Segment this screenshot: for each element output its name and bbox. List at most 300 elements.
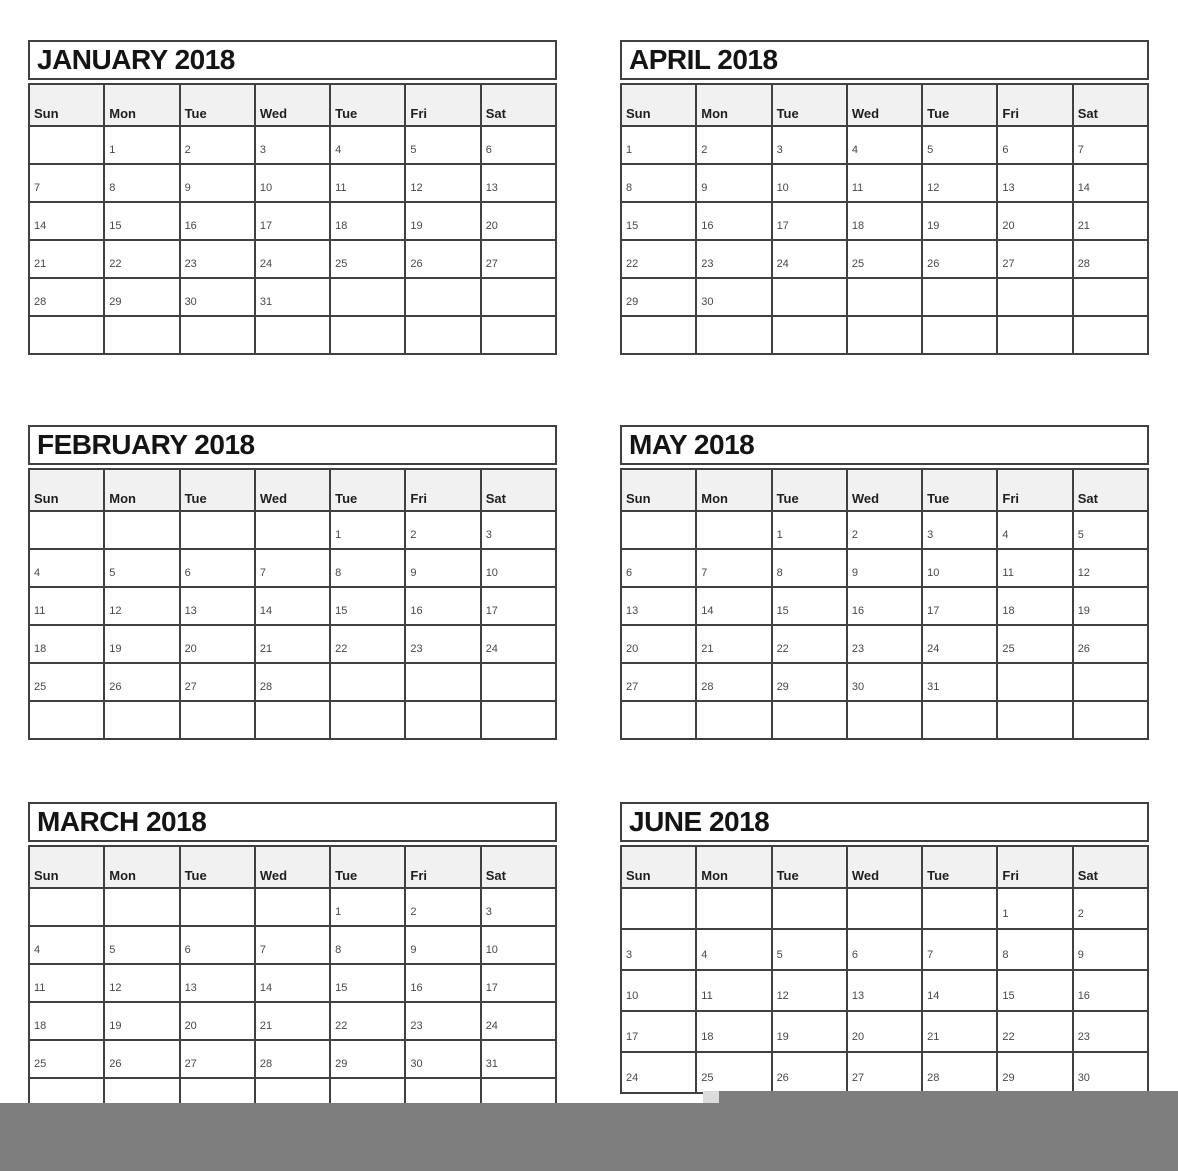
week-row — [621, 701, 1148, 739]
weekday-header: Fri — [405, 846, 480, 888]
date-cell: 18 — [330, 202, 405, 240]
empty-cell — [330, 663, 405, 701]
weekday-header: Wed — [847, 469, 922, 511]
date-cell: 5 — [104, 926, 179, 964]
date-cell: 27 — [180, 1040, 255, 1078]
month-title: APRIL 2018 — [620, 40, 1149, 80]
week-row — [29, 164, 556, 202]
date-cell: 9 — [1073, 929, 1148, 970]
date-cell: 27 — [847, 1052, 922, 1093]
empty-cell — [1073, 701, 1148, 739]
empty-cell — [330, 278, 405, 316]
week-row — [621, 240, 1148, 278]
date-cell: 6 — [847, 929, 922, 970]
date-cell: 26 — [405, 240, 480, 278]
date-cell: 15 — [330, 587, 405, 625]
month-title: JANUARY 2018 — [28, 40, 557, 80]
weekday-header: Mon — [104, 469, 179, 511]
empty-cell — [481, 663, 556, 701]
calendar-april — [620, 40, 1149, 355]
date-cell: 16 — [405, 964, 480, 1002]
date-cell: 10 — [481, 549, 556, 587]
month-grid — [620, 468, 1149, 740]
calendar-february — [28, 425, 557, 740]
empty-cell — [772, 701, 847, 739]
week-row — [29, 1002, 556, 1040]
date-cell: 18 — [997, 587, 1072, 625]
date-cell: 9 — [696, 164, 771, 202]
empty-cell — [481, 316, 556, 354]
weekday-header: Tue — [330, 84, 405, 126]
date-cell: 16 — [1073, 970, 1148, 1011]
date-cell: 24 — [621, 1052, 696, 1093]
week-row — [29, 964, 556, 1002]
week-row — [29, 126, 556, 164]
week-row — [29, 701, 556, 739]
date-cell: 16 — [405, 587, 480, 625]
empty-cell — [104, 316, 179, 354]
date-cell: 8 — [104, 164, 179, 202]
weekday-header: Tue — [330, 469, 405, 511]
empty-cell — [997, 663, 1072, 701]
date-cell: 16 — [696, 202, 771, 240]
empty-cell — [180, 511, 255, 549]
weekday-header: Mon — [696, 84, 771, 126]
month-title: MARCH 2018 — [28, 802, 557, 842]
date-cell: 26 — [104, 1040, 179, 1078]
date-cell: 4 — [29, 926, 104, 964]
weekday-header: Wed — [255, 469, 330, 511]
date-cell: 3 — [922, 511, 997, 549]
date-cell: 14 — [255, 587, 330, 625]
date-cell: 8 — [997, 929, 1072, 970]
date-cell: 2 — [696, 126, 771, 164]
weekday-header: Tue — [772, 469, 847, 511]
empty-cell — [997, 278, 1072, 316]
date-cell: 11 — [29, 587, 104, 625]
empty-cell — [29, 701, 104, 739]
scrollbar-thumb[interactable] — [703, 1091, 719, 1103]
date-cell: 28 — [255, 663, 330, 701]
date-cell: 17 — [922, 587, 997, 625]
week-row — [621, 316, 1148, 354]
date-cell: 2 — [405, 888, 480, 926]
week-row — [621, 164, 1148, 202]
weekday-header: Wed — [255, 846, 330, 888]
empty-cell — [29, 316, 104, 354]
date-cell: 30 — [847, 663, 922, 701]
weekday-header: Fri — [997, 846, 1072, 888]
calendar-may — [620, 425, 1149, 740]
date-cell: 1 — [330, 511, 405, 549]
date-cell: 18 — [29, 625, 104, 663]
week-row — [29, 316, 556, 354]
date-cell: 30 — [696, 278, 771, 316]
empty-cell — [922, 888, 997, 929]
date-cell: 25 — [330, 240, 405, 278]
date-cell: 4 — [29, 549, 104, 587]
date-cell: 10 — [621, 970, 696, 1011]
weekday-header: Tue — [180, 846, 255, 888]
date-cell: 21 — [696, 625, 771, 663]
date-cell: 21 — [255, 625, 330, 663]
week-row — [29, 926, 556, 964]
date-cell: 20 — [180, 1002, 255, 1040]
weekday-header: Sun — [621, 84, 696, 126]
week-row — [29, 625, 556, 663]
date-cell: 31 — [922, 663, 997, 701]
weekday-header: Tue — [180, 84, 255, 126]
date-cell: 22 — [621, 240, 696, 278]
date-cell: 2 — [180, 126, 255, 164]
date-cell: 17 — [772, 202, 847, 240]
weekday-header: Fri — [997, 469, 1072, 511]
date-cell: 3 — [481, 888, 556, 926]
date-cell: 2 — [1073, 888, 1148, 929]
date-cell: 27 — [997, 240, 1072, 278]
empty-cell — [405, 701, 480, 739]
date-cell: 28 — [922, 1052, 997, 1093]
week-row — [29, 1040, 556, 1078]
empty-cell — [847, 278, 922, 316]
empty-cell — [621, 316, 696, 354]
week-row — [29, 888, 556, 926]
empty-cell — [330, 701, 405, 739]
date-cell: 14 — [696, 587, 771, 625]
date-cell: 19 — [104, 1002, 179, 1040]
date-cell: 15 — [104, 202, 179, 240]
date-cell: 13 — [621, 587, 696, 625]
empty-cell — [621, 511, 696, 549]
empty-cell — [922, 316, 997, 354]
date-cell: 25 — [29, 1040, 104, 1078]
empty-cell — [405, 663, 480, 701]
week-row — [621, 549, 1148, 587]
date-cell: 12 — [405, 164, 480, 202]
date-cell: 20 — [180, 625, 255, 663]
date-cell: 6 — [481, 126, 556, 164]
date-cell: 14 — [255, 964, 330, 1002]
date-cell: 16 — [847, 587, 922, 625]
empty-cell — [621, 701, 696, 739]
empty-cell — [104, 701, 179, 739]
week-row — [621, 929, 1148, 970]
date-cell: 9 — [180, 164, 255, 202]
date-cell: 1 — [997, 888, 1072, 929]
empty-cell — [255, 701, 330, 739]
weekday-header: Sun — [621, 469, 696, 511]
weekday-header: Tue — [180, 469, 255, 511]
weekday-header: Sun — [29, 84, 104, 126]
weekday-header: Sat — [481, 846, 556, 888]
date-cell: 23 — [405, 1002, 480, 1040]
date-cell: 23 — [847, 625, 922, 663]
date-cell: 19 — [922, 202, 997, 240]
empty-cell — [696, 511, 771, 549]
empty-cell — [772, 316, 847, 354]
date-cell: 5 — [922, 126, 997, 164]
date-cell: 11 — [696, 970, 771, 1011]
date-cell: 8 — [621, 164, 696, 202]
date-cell: 6 — [621, 549, 696, 587]
empty-cell — [104, 888, 179, 926]
date-cell: 15 — [330, 964, 405, 1002]
empty-cell — [255, 888, 330, 926]
empty-cell — [180, 888, 255, 926]
weekday-header-row — [621, 84, 1148, 126]
date-cell: 2 — [847, 511, 922, 549]
empty-cell — [481, 701, 556, 739]
date-cell: 24 — [922, 625, 997, 663]
date-cell: 23 — [1073, 1011, 1148, 1052]
date-cell: 13 — [847, 970, 922, 1011]
date-cell: 29 — [621, 278, 696, 316]
date-cell: 9 — [405, 926, 480, 964]
weekday-header: Fri — [997, 84, 1072, 126]
date-cell: 14 — [922, 970, 997, 1011]
date-cell: 20 — [997, 202, 1072, 240]
weekday-header: Wed — [847, 846, 922, 888]
weekday-header: Wed — [255, 84, 330, 126]
date-cell: 7 — [922, 929, 997, 970]
date-cell: 21 — [1073, 202, 1148, 240]
empty-cell — [1073, 663, 1148, 701]
date-cell: 12 — [104, 587, 179, 625]
empty-cell — [772, 888, 847, 929]
weekday-header-row — [621, 846, 1148, 888]
weekday-header: Tue — [772, 84, 847, 126]
week-row — [621, 970, 1148, 1011]
date-cell: 17 — [621, 1011, 696, 1052]
empty-cell — [330, 316, 405, 354]
date-cell: 7 — [1073, 126, 1148, 164]
weekday-header: Tue — [330, 846, 405, 888]
weekday-header: Sat — [1073, 846, 1148, 888]
week-row — [29, 278, 556, 316]
week-row — [29, 240, 556, 278]
gray-letterbox-right — [719, 1091, 1178, 1103]
date-cell: 9 — [405, 549, 480, 587]
weekday-header: Mon — [696, 846, 771, 888]
date-cell: 18 — [847, 202, 922, 240]
date-cell: 27 — [621, 663, 696, 701]
empty-cell — [29, 888, 104, 926]
week-row — [29, 202, 556, 240]
date-cell: 5 — [1073, 511, 1148, 549]
date-cell: 12 — [922, 164, 997, 202]
date-cell: 5 — [772, 929, 847, 970]
weekday-header-row — [621, 469, 1148, 511]
date-cell: 11 — [847, 164, 922, 202]
month-title: MAY 2018 — [620, 425, 1149, 465]
date-cell: 14 — [1073, 164, 1148, 202]
date-cell: 10 — [255, 164, 330, 202]
weekday-header: Fri — [405, 469, 480, 511]
empty-cell — [621, 888, 696, 929]
date-cell: 19 — [104, 625, 179, 663]
week-row — [621, 663, 1148, 701]
weekday-header: Sat — [1073, 469, 1148, 511]
date-cell: 21 — [29, 240, 104, 278]
date-cell: 12 — [1073, 549, 1148, 587]
empty-cell — [696, 316, 771, 354]
empty-cell — [997, 701, 1072, 739]
date-cell: 23 — [180, 240, 255, 278]
weekday-header: Sat — [481, 469, 556, 511]
date-cell: 28 — [255, 1040, 330, 1078]
date-cell: 23 — [405, 625, 480, 663]
date-cell: 19 — [405, 202, 480, 240]
weekday-header: Tue — [922, 469, 997, 511]
date-cell: 14 — [29, 202, 104, 240]
date-cell: 24 — [255, 240, 330, 278]
empty-cell — [1073, 316, 1148, 354]
date-cell: 4 — [696, 929, 771, 970]
week-row — [29, 587, 556, 625]
date-cell: 28 — [696, 663, 771, 701]
weekday-header: Mon — [696, 469, 771, 511]
empty-cell — [922, 701, 997, 739]
week-row — [621, 625, 1148, 663]
date-cell: 22 — [772, 625, 847, 663]
empty-cell — [180, 316, 255, 354]
date-cell: 20 — [481, 202, 556, 240]
date-cell: 29 — [772, 663, 847, 701]
date-cell: 20 — [847, 1011, 922, 1052]
week-row — [621, 1011, 1148, 1052]
date-cell: 27 — [481, 240, 556, 278]
date-cell: 25 — [29, 663, 104, 701]
date-cell: 30 — [180, 278, 255, 316]
date-cell: 29 — [997, 1052, 1072, 1093]
empty-cell — [255, 316, 330, 354]
date-cell: 3 — [772, 126, 847, 164]
date-cell: 31 — [481, 1040, 556, 1078]
date-cell: 2 — [405, 511, 480, 549]
date-cell: 25 — [847, 240, 922, 278]
month-title: JUNE 2018 — [620, 802, 1149, 842]
month-grid — [620, 845, 1149, 1094]
empty-cell — [847, 316, 922, 354]
date-cell: 25 — [696, 1052, 771, 1093]
date-cell: 1 — [104, 126, 179, 164]
date-cell: 4 — [847, 126, 922, 164]
week-row — [621, 511, 1148, 549]
weekday-header: Sun — [29, 846, 104, 888]
empty-cell — [847, 701, 922, 739]
date-cell: 26 — [1073, 625, 1148, 663]
weekday-header: Tue — [922, 84, 997, 126]
date-cell: 15 — [772, 587, 847, 625]
date-cell: 17 — [481, 964, 556, 1002]
weekday-header-row — [29, 84, 556, 126]
date-cell: 5 — [104, 549, 179, 587]
date-cell: 10 — [922, 549, 997, 587]
date-cell: 7 — [696, 549, 771, 587]
date-cell: 28 — [29, 278, 104, 316]
date-cell: 11 — [997, 549, 1072, 587]
empty-cell — [847, 888, 922, 929]
date-cell: 26 — [104, 663, 179, 701]
empty-cell — [405, 278, 480, 316]
date-cell: 22 — [104, 240, 179, 278]
month-grid — [28, 83, 557, 355]
date-cell: 21 — [255, 1002, 330, 1040]
weekday-header: Fri — [405, 84, 480, 126]
date-cell: 1 — [621, 126, 696, 164]
weekday-header: Tue — [772, 846, 847, 888]
week-row — [621, 888, 1148, 929]
date-cell: 25 — [997, 625, 1072, 663]
date-cell: 24 — [481, 1002, 556, 1040]
date-cell: 3 — [621, 929, 696, 970]
weekday-header-row — [29, 469, 556, 511]
empty-cell — [696, 701, 771, 739]
week-row — [621, 278, 1148, 316]
date-cell: 17 — [481, 587, 556, 625]
date-cell: 28 — [1073, 240, 1148, 278]
empty-cell — [29, 126, 104, 164]
date-cell: 6 — [180, 549, 255, 587]
date-cell: 10 — [772, 164, 847, 202]
date-cell: 6 — [180, 926, 255, 964]
date-cell: 24 — [772, 240, 847, 278]
date-cell: 7 — [255, 549, 330, 587]
empty-cell — [405, 316, 480, 354]
date-cell: 23 — [696, 240, 771, 278]
date-cell: 21 — [922, 1011, 997, 1052]
week-row — [621, 587, 1148, 625]
week-row — [621, 202, 1148, 240]
date-cell: 3 — [481, 511, 556, 549]
date-cell: 13 — [180, 964, 255, 1002]
date-cell: 13 — [481, 164, 556, 202]
date-cell: 1 — [772, 511, 847, 549]
date-cell: 7 — [29, 164, 104, 202]
empty-cell — [1073, 278, 1148, 316]
weekday-header: Mon — [104, 846, 179, 888]
date-cell: 15 — [997, 970, 1072, 1011]
date-cell: 20 — [621, 625, 696, 663]
date-cell: 30 — [1073, 1052, 1148, 1093]
date-cell: 22 — [330, 1002, 405, 1040]
date-cell: 13 — [997, 164, 1072, 202]
date-cell: 13 — [180, 587, 255, 625]
weekday-header: Sun — [621, 846, 696, 888]
date-cell: 18 — [696, 1011, 771, 1052]
empty-cell — [997, 316, 1072, 354]
date-cell: 3 — [255, 126, 330, 164]
date-cell: 4 — [997, 511, 1072, 549]
empty-cell — [922, 278, 997, 316]
date-cell: 1 — [330, 888, 405, 926]
date-cell: 8 — [330, 926, 405, 964]
month-grid — [28, 468, 557, 740]
date-cell: 26 — [772, 1052, 847, 1093]
weekday-header: Mon — [104, 84, 179, 126]
calendar-march — [28, 802, 557, 1117]
month-grid — [28, 845, 557, 1117]
weekday-header: Tue — [922, 846, 997, 888]
date-cell: 8 — [330, 549, 405, 587]
date-cell: 18 — [29, 1002, 104, 1040]
date-cell: 11 — [29, 964, 104, 1002]
empty-cell — [180, 701, 255, 739]
date-cell: 15 — [621, 202, 696, 240]
weekday-header-row — [29, 846, 556, 888]
empty-cell — [29, 511, 104, 549]
date-cell: 10 — [481, 926, 556, 964]
